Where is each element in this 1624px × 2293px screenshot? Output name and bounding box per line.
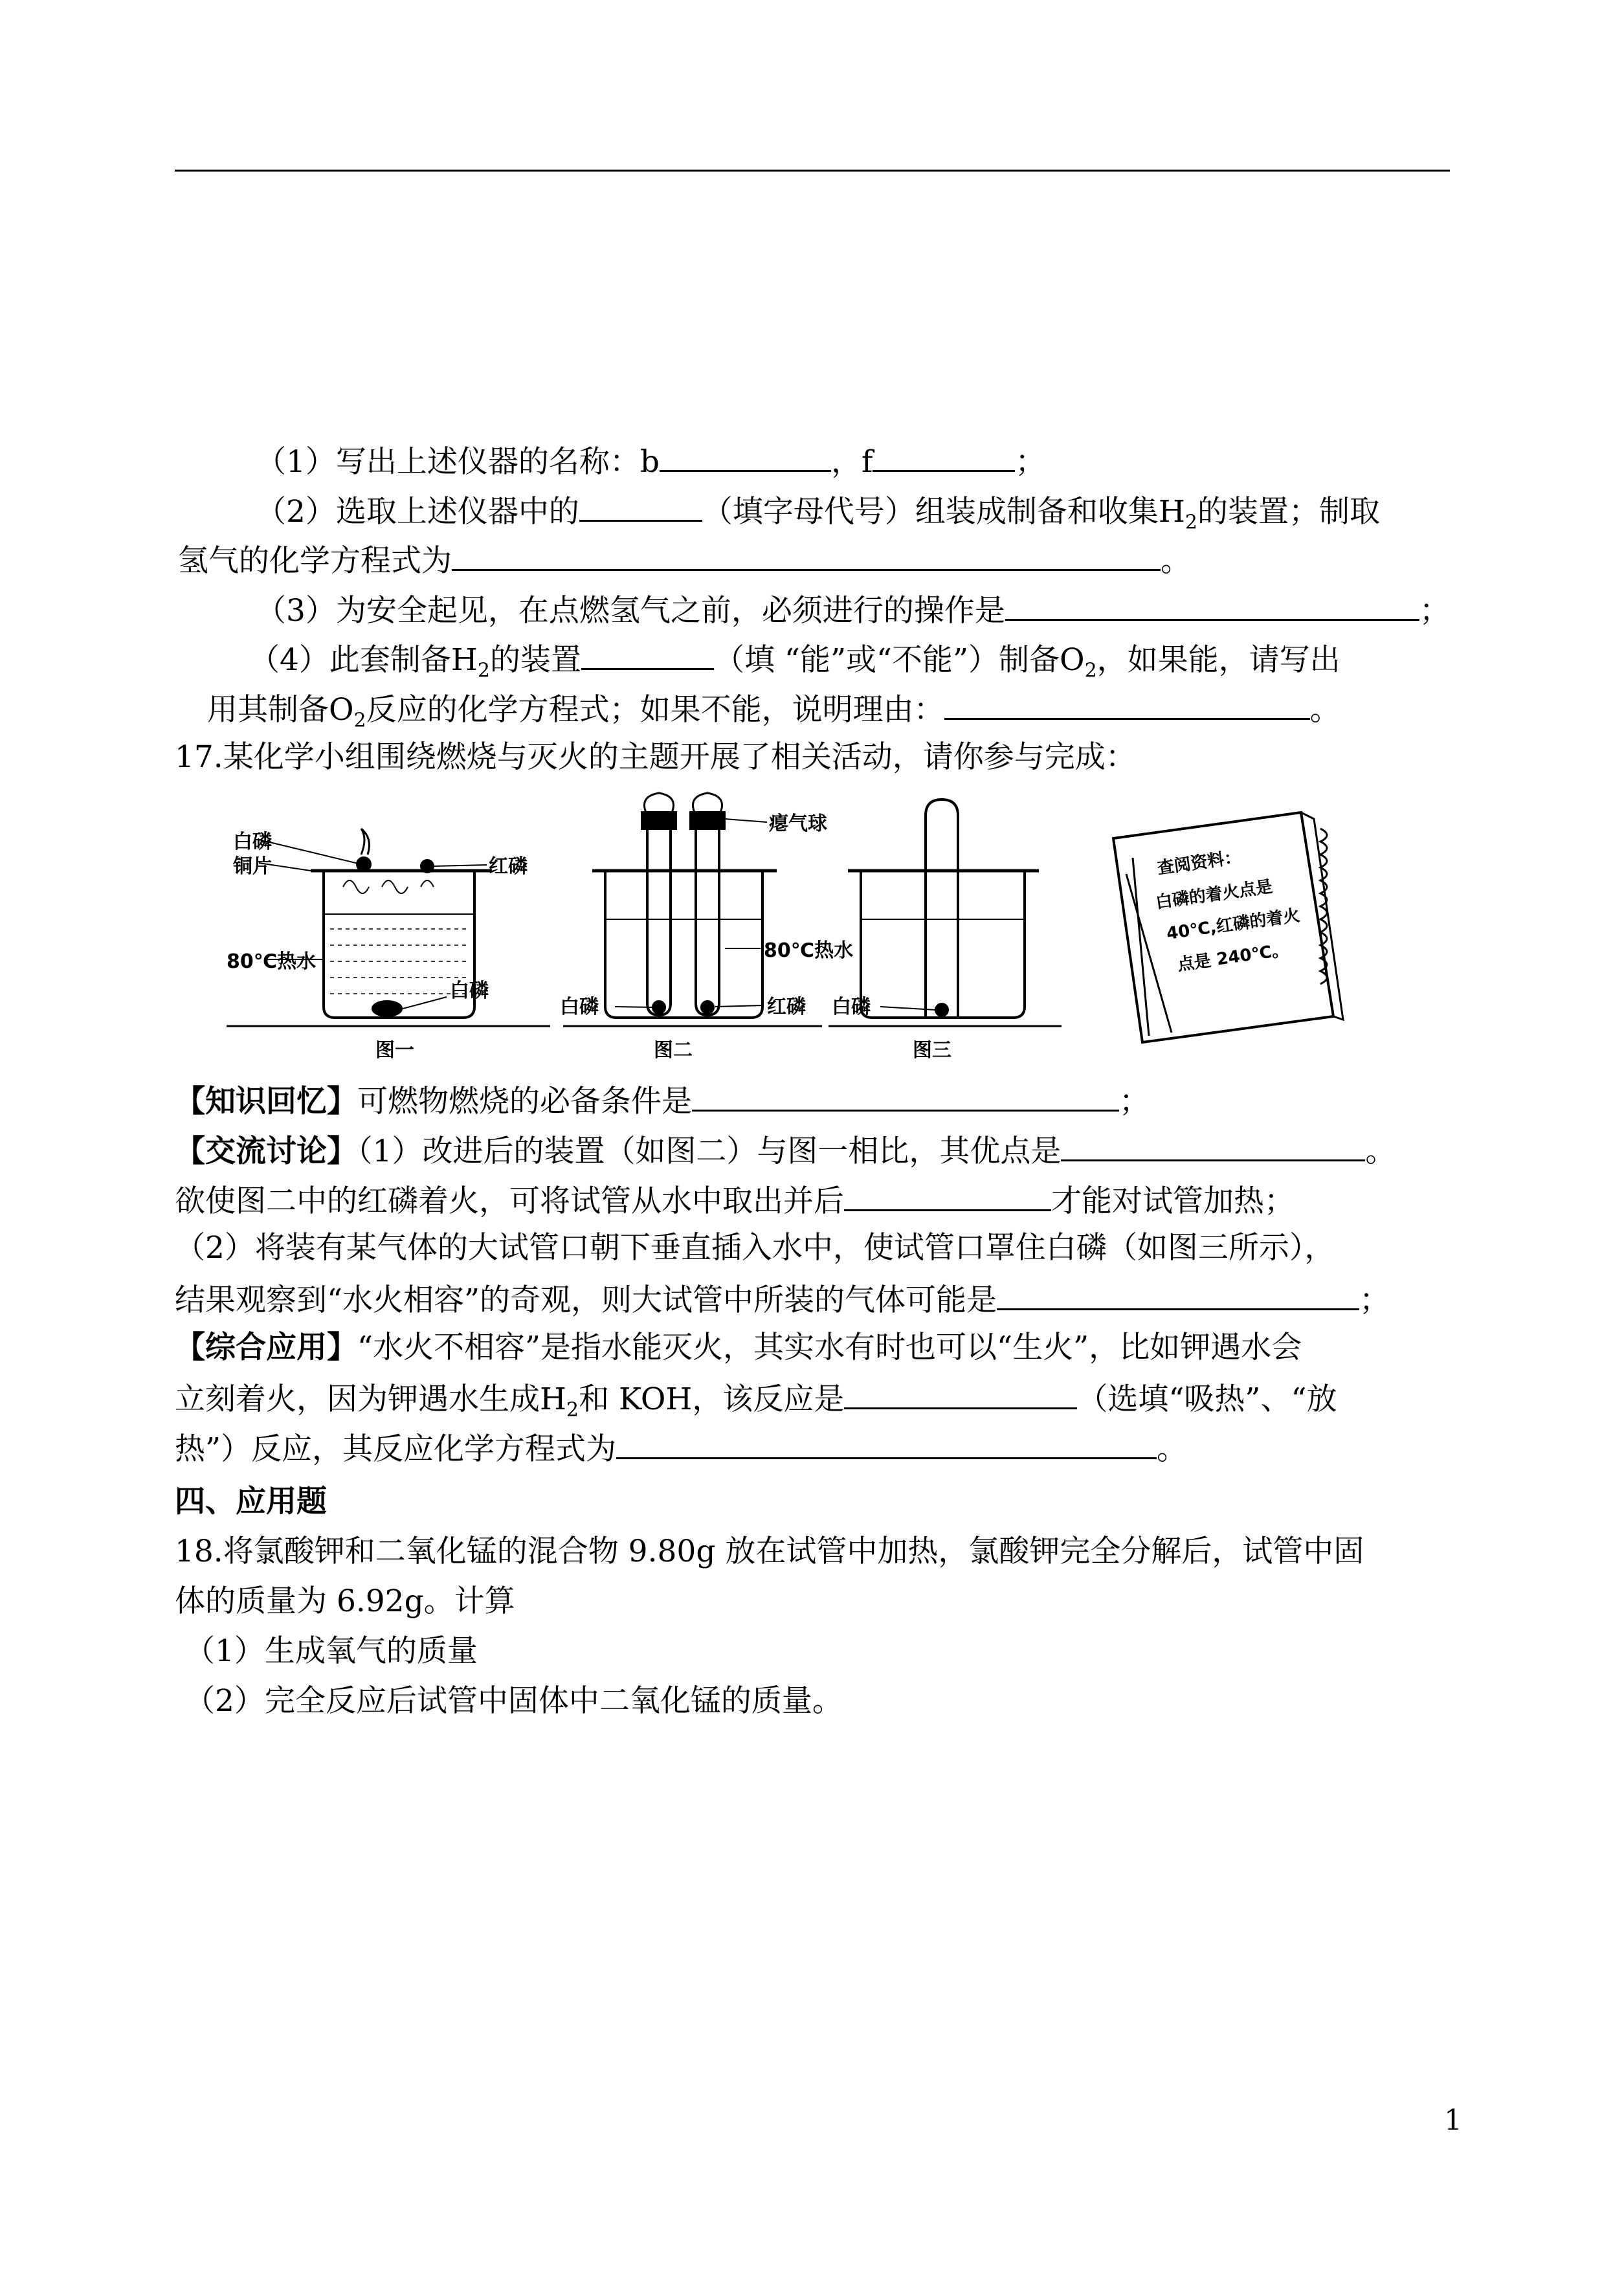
fig3-caption: 图三 (913, 1039, 951, 1062)
blank-f[interactable] (873, 440, 1015, 472)
note-line2: 40℃,红磷的着火 (1165, 906, 1302, 944)
fig2-label-red-p: 红磷 (767, 996, 806, 1018)
q17-discuss2: 欲使图二中的红磷着火，可将试管从水中取出并后 才能对试管加热； (175, 1180, 1295, 1221)
fig1-label-water: 80℃热水 (227, 950, 317, 973)
section-heading: 四、应用题 (175, 1484, 327, 1519)
fig3-label-white-p: 白磷 (832, 996, 871, 1018)
q16-part4b: 用其制备$O_2$反应的化学方程式；如果不能，说明理由： 。 (207, 688, 1340, 730)
q16-part3: （3）为安全起见，在点燃氢气之前，必须进行的操作是 ； (256, 589, 1450, 631)
q16-part4: （4）此套制备$H_2$的装置 （填 “能”或“不能”）制备$O_2$，如果能，请写出 (249, 638, 1340, 680)
q17-apply: 【综合应用】“水火不相容”是指水能灭火，其实水有时也可以“生火”，比如钾遇水会 (175, 1330, 1302, 1365)
page-number: 1 (1444, 2104, 1462, 2137)
q18-line2: 体的质量为 6.92g。计算 (175, 1583, 515, 1619)
fig2-label-white-p: 白磷 (560, 996, 599, 1018)
fig1-label-white-p: 白磷 (233, 831, 272, 853)
q17-figures (214, 790, 1411, 1068)
blank-action[interactable] (844, 1180, 1051, 1211)
blank-b[interactable] (660, 440, 831, 472)
blank-apparatus[interactable] (579, 490, 702, 522)
q18-line3: （1）生成氧气的质量 (184, 1633, 478, 1669)
blank-reason[interactable] (944, 688, 1310, 720)
fig1-caption: 图一 (375, 1039, 414, 1062)
q17-recall: 【知识回忆】可燃物燃烧的必备条件是 ； (175, 1080, 1150, 1121)
header-rule (175, 170, 1450, 172)
fig3-beaker (829, 800, 1062, 1026)
q17-apply3: 热”）反应，其反应化学方程式为 。 (175, 1427, 1187, 1469)
blank-k-equation[interactable] (616, 1427, 1157, 1459)
note-line1: 白磷的着火点是 (1154, 877, 1274, 913)
q17-discuss: 【交流讨论】（1）改进后的装置（如图二）与图一相比，其优点是 。 (175, 1130, 1396, 1171)
q17-discuss3: （2）将装有某气体的大试管口朝下垂直插入水中，使试管口罩住白磷（如图三所示）， (175, 1230, 1335, 1266)
fig2-label-water: 80℃热水 (764, 939, 854, 962)
blank-gas[interactable] (997, 1279, 1359, 1310)
fig1-label-copper: 铜片 (233, 855, 272, 878)
fig2-caption: 图二 (654, 1039, 693, 1062)
fig1-label-white-p2: 白磷 (450, 979, 489, 1002)
q17-discuss4: 结果观察到“水火相容”的奇观，则大试管中所装的气体可能是 ； (175, 1279, 1390, 1320)
q18-line1: 18.将氯酸钾和二氧化锰的混合物 9.80g 放在试管中加热，氯酸钾完全分解后，试管中固 (175, 1534, 1364, 1569)
blank-recall[interactable] (692, 1080, 1119, 1112)
blank-h2-equation[interactable] (452, 539, 1161, 571)
q17-apply2: 立刻着火，因为钾遇水生成$H_2$和 KOH，该反应是 （选填“吸热”、“放 (175, 1378, 1337, 1419)
note-title: 查阅资料： (1156, 847, 1243, 878)
q18-line4: （2）完全反应后试管中固体中二氧化锰的质量。 (184, 1683, 843, 1719)
blank-can-o2[interactable] (581, 638, 714, 670)
q17-title: 17.某化学小组围绕燃烧与灭火的主题开展了相关活动，请你参与完成： (175, 739, 1136, 775)
fig2-label-balloon: 瘪气球 (769, 812, 827, 835)
blank-advantage[interactable] (1061, 1130, 1365, 1161)
note-line3: 点是 240℃。 (1176, 940, 1290, 975)
q16-part2b: 氢气的化学方程式为 。 (178, 539, 1191, 581)
q16-part1: （1）写出上述仪器的名称：b ，f ； (256, 440, 1045, 482)
q16-part2: （2）选取上述仪器中的 （填字母代号）组装成制备和收集$H_2$的装置；制取 (256, 490, 1380, 531)
blank-safety[interactable] (1005, 589, 1419, 621)
blank-exo-endo[interactable] (844, 1378, 1077, 1409)
fig1-label-red-p: 红磷 (489, 855, 528, 878)
